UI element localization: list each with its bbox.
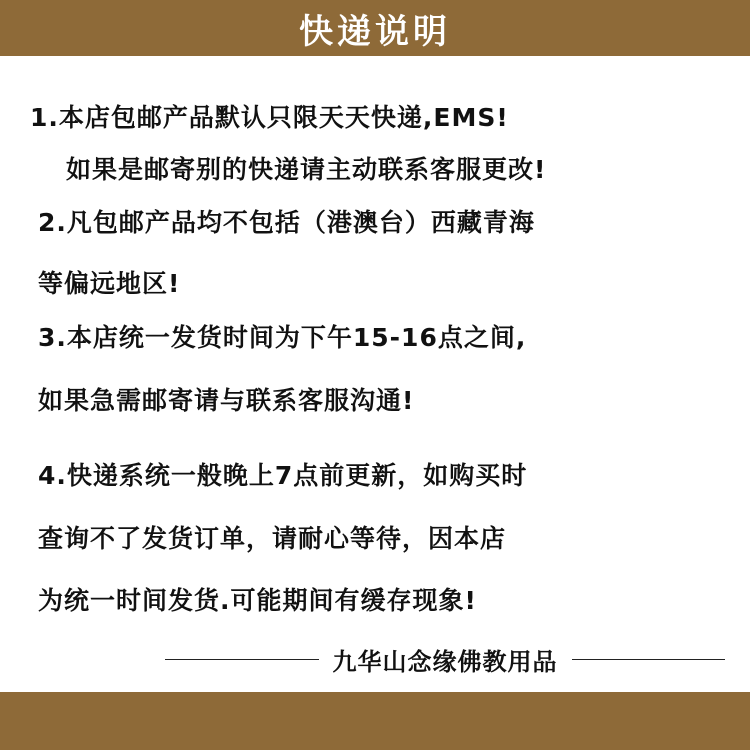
note-line-9: 为统一时间发货.可能期间有缓存现象! [38, 586, 477, 615]
note-line-3: 2.凡包邮产品均不包括（港澳台）西藏青海 [38, 208, 535, 237]
signature-rule-right [572, 659, 726, 660]
footer-band [0, 692, 750, 750]
note-line-4: 等偏远地区! [38, 269, 181, 298]
note-line-8: 查询不了发货订单，请耐心等待，因本店 [38, 524, 507, 553]
signature-row [165, 642, 725, 676]
shop-signature: 九华山念缘佛教用品 [332, 647, 558, 676]
page-title: 快递说明 [299, 11, 451, 52]
note-line-5: 3.本店统一发货时间为下午15-16点之间, [38, 323, 527, 352]
note-line-6: 如果急需邮寄请与联系客服沟通! [38, 386, 415, 415]
note-line-1: 1.本店包邮产品默认只限天天快递,EMS! [30, 103, 509, 132]
signature-rule-left [165, 659, 319, 660]
note-line-7: 4.快递系统一般晚上7点前更新，如购买时 [38, 461, 528, 490]
header-banner [0, 0, 750, 56]
note-line-2: 如果是邮寄别的快递请主动联系客服更改! [66, 155, 547, 184]
